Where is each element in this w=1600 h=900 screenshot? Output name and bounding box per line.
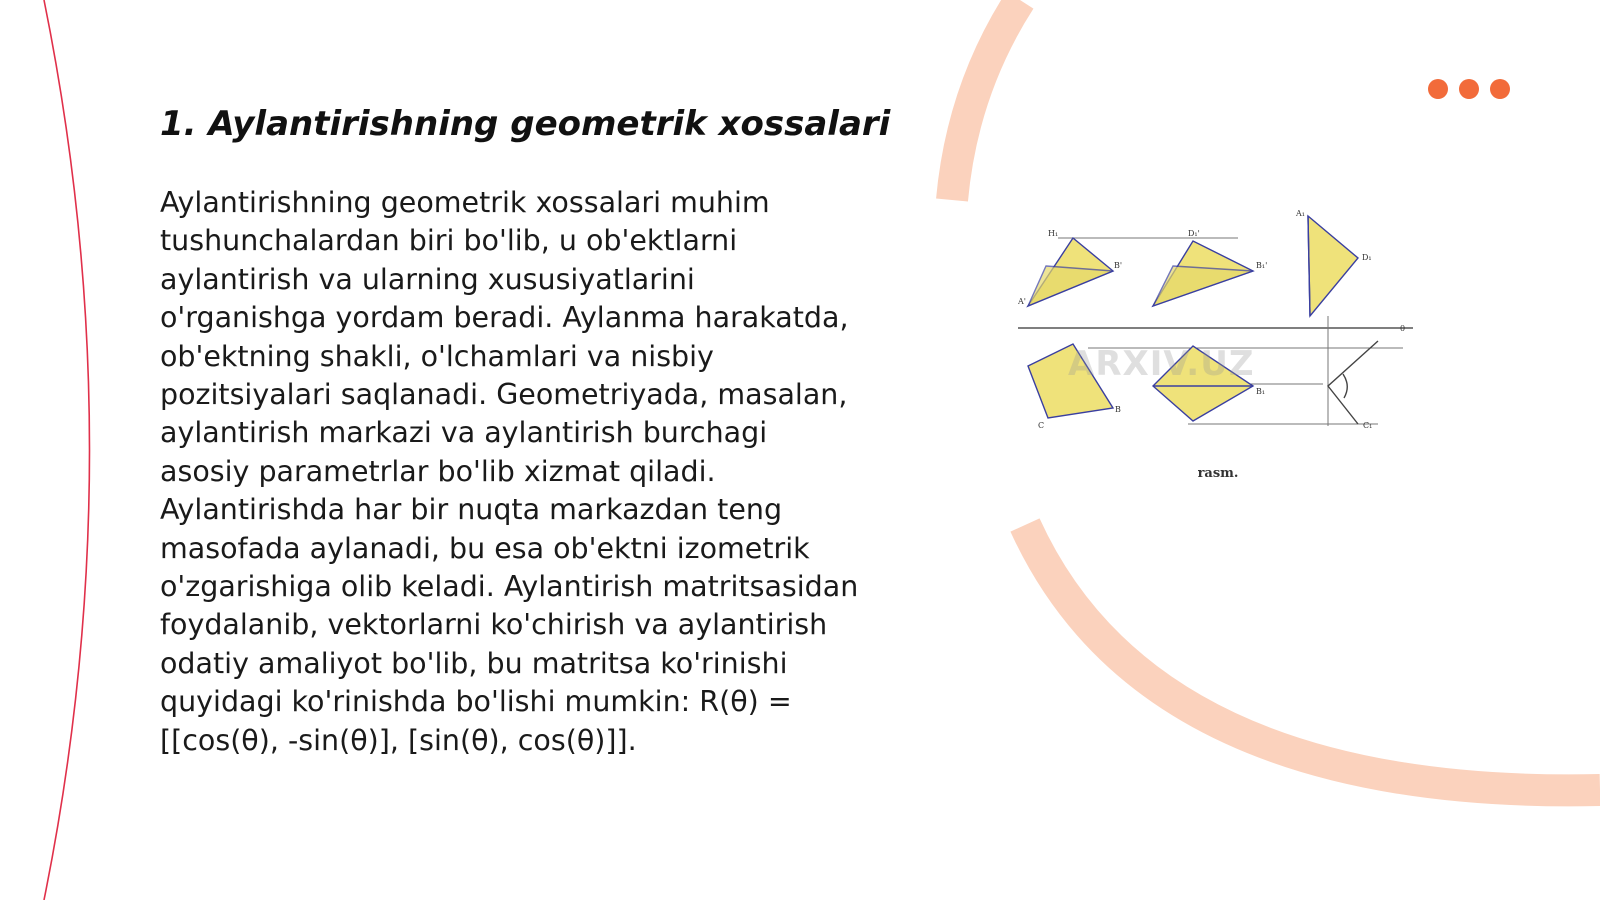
slide-body-text: Aylantirishning geometrik xossalari muhim tushunchalardan biri bo'lib, u ob'ektlarni aylantirish va ularning xususiyatlarini o'rganishga yordam beradi. Aylanma harakatda, ob'ektning shakli, o'lchamlari va nisbiy pozitsiyalari saqlanadi. Geometriyada, masalan, aylantirish markazi va aylantirish burchagi asosiy parametrlar bo'lib xizmat qiladi. Aylantirishda har bir nuqta markazdan teng masofada aylanadi, bu esa ob'ektni izometrik o'zgarishiga olib keladi. Aylantirish matritsasidan foydalanib, vektorlarni ko'chirish va aylantirish odatiy amaliyot bo'lib, bu matritsa ko'rinishi quyidagi ko'rinishda bo'lishi mumkin: R(θ) = [[cos(θ), -sin(θ)], [sin(θ), cos(θ)]].	[160, 186, 859, 757]
point-label: B	[1115, 405, 1121, 414]
angle-arc	[1343, 374, 1347, 398]
triangle-shape	[1308, 216, 1358, 316]
point-label: C₁	[1363, 421, 1373, 430]
point-label: B₁	[1256, 387, 1266, 396]
point-label: C	[1038, 421, 1045, 430]
dot-icon	[1459, 79, 1479, 99]
point-label: 0	[1400, 324, 1406, 333]
point-label: D₁	[1362, 253, 1372, 262]
point-label: B₁'	[1256, 261, 1268, 270]
point-label: A'	[1018, 297, 1026, 306]
watermark-text: ARXIV.UZ	[1068, 344, 1255, 384]
point-label: H₁	[1048, 229, 1059, 238]
left-red-curve	[44, 0, 90, 900]
angle-lines	[1328, 341, 1378, 424]
triangle-shape	[1153, 266, 1253, 306]
point-label: D₁'	[1188, 229, 1200, 238]
dot-icon	[1428, 79, 1448, 99]
point-label: A₁	[1296, 209, 1305, 218]
geometry-figure	[1018, 196, 1418, 496]
slide-title: 1. Aylantirishning geometrik xossalari	[160, 104, 891, 144]
top-orange-arc	[952, 0, 1020, 200]
triangle-shape	[1028, 266, 1113, 306]
figure-caption: rasm.	[1197, 466, 1239, 481]
point-label: B'	[1114, 261, 1123, 270]
bottom-orange-arc	[1025, 525, 1600, 790]
menu-dots-icon	[1428, 79, 1510, 99]
dot-icon	[1490, 79, 1510, 99]
